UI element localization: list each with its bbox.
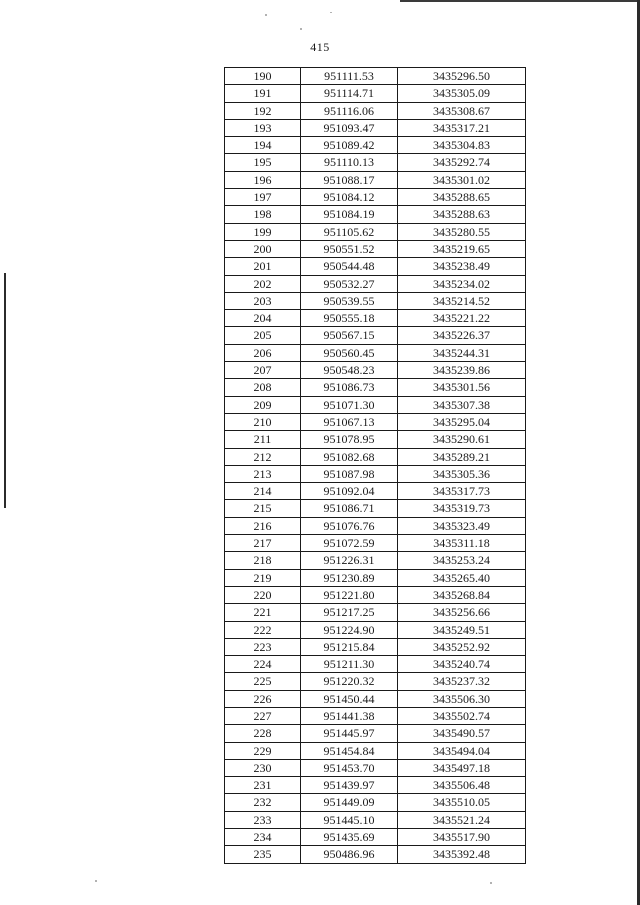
x-coordinate-cell: 951217.25 (301, 604, 398, 621)
point-number-cell: 210 (225, 413, 301, 430)
table-row (225, 759, 526, 776)
y-coordinate-cell: 3435249.51 (398, 621, 526, 638)
point-number-cell: 231 (225, 777, 301, 794)
point-number-cell: 190 (225, 68, 301, 85)
y-coordinate-cell: 3435317.21 (398, 119, 526, 136)
point-number-cell: 209 (225, 396, 301, 413)
table-row (225, 465, 526, 482)
point-number-cell: 230 (225, 759, 301, 776)
y-coordinate-cell: 3435252.92 (398, 638, 526, 655)
point-number-cell: 204 (225, 310, 301, 327)
x-coordinate-cell: 951111.53 (301, 68, 398, 85)
point-number-cell: 212 (225, 448, 301, 465)
x-coordinate-cell: 951092.04 (301, 483, 398, 500)
x-coordinate-cell: 951105.62 (301, 223, 398, 240)
table-row (225, 846, 526, 863)
table-row (225, 102, 526, 119)
point-number-cell: 235 (225, 846, 301, 863)
point-number-cell: 195 (225, 154, 301, 171)
table-row (225, 829, 526, 846)
y-coordinate-cell: 3435305.09 (398, 85, 526, 102)
y-coordinate-cell: 3435494.04 (398, 742, 526, 759)
table-row (225, 310, 526, 327)
scan-edge-top (400, 0, 640, 2)
coordinate-table (224, 67, 526, 864)
point-number-cell: 223 (225, 638, 301, 655)
y-coordinate-cell: 3435301.56 (398, 379, 526, 396)
y-coordinate-cell: 3435510.05 (398, 794, 526, 811)
y-coordinate-cell: 3435490.57 (398, 725, 526, 742)
table-row (225, 742, 526, 759)
point-number-cell: 197 (225, 189, 301, 206)
y-coordinate-cell: 3435238.49 (398, 258, 526, 275)
point-number-cell: 221 (225, 604, 301, 621)
table-row (225, 431, 526, 448)
point-number-cell: 234 (225, 829, 301, 846)
point-number-cell: 214 (225, 483, 301, 500)
y-coordinate-cell: 3435240.74 (398, 656, 526, 673)
table-row (225, 292, 526, 309)
scan-speck (265, 14, 267, 16)
y-coordinate-cell: 3435234.02 (398, 275, 526, 292)
x-coordinate-cell: 951116.06 (301, 102, 398, 119)
point-number-cell: 205 (225, 327, 301, 344)
table-row (225, 85, 526, 102)
x-coordinate-cell: 951435.69 (301, 829, 398, 846)
table-row (225, 517, 526, 534)
table-row (225, 500, 526, 517)
x-coordinate-cell: 951211.30 (301, 656, 398, 673)
y-coordinate-cell: 3435517.90 (398, 829, 526, 846)
x-coordinate-cell: 951215.84 (301, 638, 398, 655)
table-row (225, 68, 526, 85)
point-number-cell: 232 (225, 794, 301, 811)
y-coordinate-cell: 3435304.83 (398, 137, 526, 154)
y-coordinate-cell: 3435219.65 (398, 240, 526, 257)
x-coordinate-cell: 951072.59 (301, 535, 398, 552)
y-coordinate-cell: 3435253.24 (398, 552, 526, 569)
point-number-cell: 222 (225, 621, 301, 638)
point-number-cell: 194 (225, 137, 301, 154)
y-coordinate-cell: 3435311.18 (398, 535, 526, 552)
y-coordinate-cell: 3435392.48 (398, 846, 526, 863)
point-number-cell: 196 (225, 171, 301, 188)
point-number-cell: 233 (225, 811, 301, 828)
table-row (225, 258, 526, 275)
table-row (225, 119, 526, 136)
x-coordinate-cell: 950532.27 (301, 275, 398, 292)
y-coordinate-cell: 3435289.21 (398, 448, 526, 465)
point-number-cell: 218 (225, 552, 301, 569)
scan-speck (330, 12, 332, 13)
x-coordinate-cell: 951086.71 (301, 500, 398, 517)
y-coordinate-cell: 3435288.63 (398, 206, 526, 223)
x-coordinate-cell: 950560.45 (301, 344, 398, 361)
y-coordinate-cell: 3435502.74 (398, 707, 526, 724)
table-row (225, 811, 526, 828)
point-number-cell: 229 (225, 742, 301, 759)
table-row (225, 240, 526, 257)
y-coordinate-cell: 3435308.67 (398, 102, 526, 119)
point-number-cell: 200 (225, 240, 301, 257)
y-coordinate-cell: 3435237.32 (398, 673, 526, 690)
table-row (225, 154, 526, 171)
table-row (225, 344, 526, 361)
x-coordinate-cell: 951441.38 (301, 707, 398, 724)
x-coordinate-cell: 951067.13 (301, 413, 398, 430)
coordinate-table-body (225, 68, 526, 864)
x-coordinate-cell: 951220.32 (301, 673, 398, 690)
y-coordinate-cell: 3435323.49 (398, 517, 526, 534)
x-coordinate-cell: 950544.48 (301, 258, 398, 275)
table-row (225, 794, 526, 811)
table-row (225, 413, 526, 430)
table-row (225, 777, 526, 794)
x-coordinate-cell: 951453.70 (301, 759, 398, 776)
table-row (225, 275, 526, 292)
x-coordinate-cell: 951084.19 (301, 206, 398, 223)
x-coordinate-cell: 951086.73 (301, 379, 398, 396)
point-number-cell: 213 (225, 465, 301, 482)
y-coordinate-cell: 3435288.65 (398, 189, 526, 206)
y-coordinate-cell: 3435256.66 (398, 604, 526, 621)
x-coordinate-cell: 951110.13 (301, 154, 398, 171)
point-number-cell: 217 (225, 535, 301, 552)
y-coordinate-cell: 3435296.50 (398, 68, 526, 85)
y-coordinate-cell: 3435506.48 (398, 777, 526, 794)
point-number-cell: 211 (225, 431, 301, 448)
table-row (225, 707, 526, 724)
y-coordinate-cell: 3435268.84 (398, 586, 526, 603)
x-coordinate-cell: 951230.89 (301, 569, 398, 586)
x-coordinate-cell: 951450.44 (301, 690, 398, 707)
point-number-cell: 224 (225, 656, 301, 673)
point-number-cell: 215 (225, 500, 301, 517)
scan-speck (300, 28, 302, 30)
x-coordinate-cell: 951445.10 (301, 811, 398, 828)
x-coordinate-cell: 951093.47 (301, 119, 398, 136)
table-row (225, 638, 526, 655)
table-row (225, 223, 526, 240)
point-number-cell: 219 (225, 569, 301, 586)
table-row (225, 327, 526, 344)
point-number-cell: 203 (225, 292, 301, 309)
x-coordinate-cell: 951071.30 (301, 396, 398, 413)
point-number-cell: 207 (225, 362, 301, 379)
table-row (225, 569, 526, 586)
point-number-cell: 228 (225, 725, 301, 742)
y-coordinate-cell: 3435497.18 (398, 759, 526, 776)
point-number-cell: 206 (225, 344, 301, 361)
x-coordinate-cell: 951078.95 (301, 431, 398, 448)
x-coordinate-cell: 951082.68 (301, 448, 398, 465)
y-coordinate-cell: 3435317.73 (398, 483, 526, 500)
y-coordinate-cell: 3435214.52 (398, 292, 526, 309)
table-row (225, 483, 526, 500)
x-coordinate-cell: 951087.98 (301, 465, 398, 482)
x-coordinate-cell: 951088.17 (301, 171, 398, 188)
x-coordinate-cell: 951454.84 (301, 742, 398, 759)
point-number-cell: 216 (225, 517, 301, 534)
table-row (225, 725, 526, 742)
x-coordinate-cell: 951089.42 (301, 137, 398, 154)
y-coordinate-cell: 3435290.61 (398, 431, 526, 448)
point-number-cell: 226 (225, 690, 301, 707)
x-coordinate-cell: 951224.90 (301, 621, 398, 638)
point-number-cell: 220 (225, 586, 301, 603)
x-coordinate-cell: 951076.76 (301, 517, 398, 534)
x-coordinate-cell: 950548.23 (301, 362, 398, 379)
x-coordinate-cell: 951445.97 (301, 725, 398, 742)
y-coordinate-cell: 3435295.04 (398, 413, 526, 430)
y-coordinate-cell: 3435506.30 (398, 690, 526, 707)
x-coordinate-cell: 951114.71 (301, 85, 398, 102)
table-row (225, 673, 526, 690)
scan-speck (490, 882, 492, 884)
x-coordinate-cell: 951084.12 (301, 189, 398, 206)
x-coordinate-cell: 950551.52 (301, 240, 398, 257)
y-coordinate-cell: 3435521.24 (398, 811, 526, 828)
point-number-cell: 225 (225, 673, 301, 690)
point-number-cell: 198 (225, 206, 301, 223)
scan-speck (95, 880, 97, 882)
x-coordinate-cell: 950555.18 (301, 310, 398, 327)
point-number-cell: 208 (225, 379, 301, 396)
table-row (225, 379, 526, 396)
y-coordinate-cell: 3435292.74 (398, 154, 526, 171)
point-number-cell: 192 (225, 102, 301, 119)
y-coordinate-cell: 3435280.55 (398, 223, 526, 240)
table-row (225, 206, 526, 223)
table-row (225, 656, 526, 673)
y-coordinate-cell: 3435221.22 (398, 310, 526, 327)
y-coordinate-cell: 3435239.86 (398, 362, 526, 379)
table-row (225, 189, 526, 206)
table-row (225, 604, 526, 621)
table-row (225, 137, 526, 154)
table-row (225, 448, 526, 465)
y-coordinate-cell: 3435226.37 (398, 327, 526, 344)
table-row (225, 586, 526, 603)
x-coordinate-cell: 951226.31 (301, 552, 398, 569)
page-number: 415 (310, 40, 330, 54)
x-coordinate-cell: 951221.80 (301, 586, 398, 603)
table-row (225, 690, 526, 707)
point-number-cell: 201 (225, 258, 301, 275)
point-number-cell: 202 (225, 275, 301, 292)
x-coordinate-cell: 951439.97 (301, 777, 398, 794)
table-row (225, 621, 526, 638)
y-coordinate-cell: 3435305.36 (398, 465, 526, 482)
point-number-cell: 191 (225, 85, 301, 102)
y-coordinate-cell: 3435244.31 (398, 344, 526, 361)
x-coordinate-cell: 951449.09 (301, 794, 398, 811)
table-row (225, 552, 526, 569)
point-number-cell: 199 (225, 223, 301, 240)
table-row (225, 171, 526, 188)
y-coordinate-cell: 3435301.02 (398, 171, 526, 188)
binding-mark (4, 273, 6, 508)
x-coordinate-cell: 950539.55 (301, 292, 398, 309)
table-row (225, 362, 526, 379)
y-coordinate-cell: 3435319.73 (398, 500, 526, 517)
table-row (225, 535, 526, 552)
point-number-cell: 193 (225, 119, 301, 136)
point-number-cell: 227 (225, 707, 301, 724)
x-coordinate-cell: 950486.96 (301, 846, 398, 863)
table-row (225, 396, 526, 413)
y-coordinate-cell: 3435307.38 (398, 396, 526, 413)
y-coordinate-cell: 3435265.40 (398, 569, 526, 586)
x-coordinate-cell: 950567.15 (301, 327, 398, 344)
